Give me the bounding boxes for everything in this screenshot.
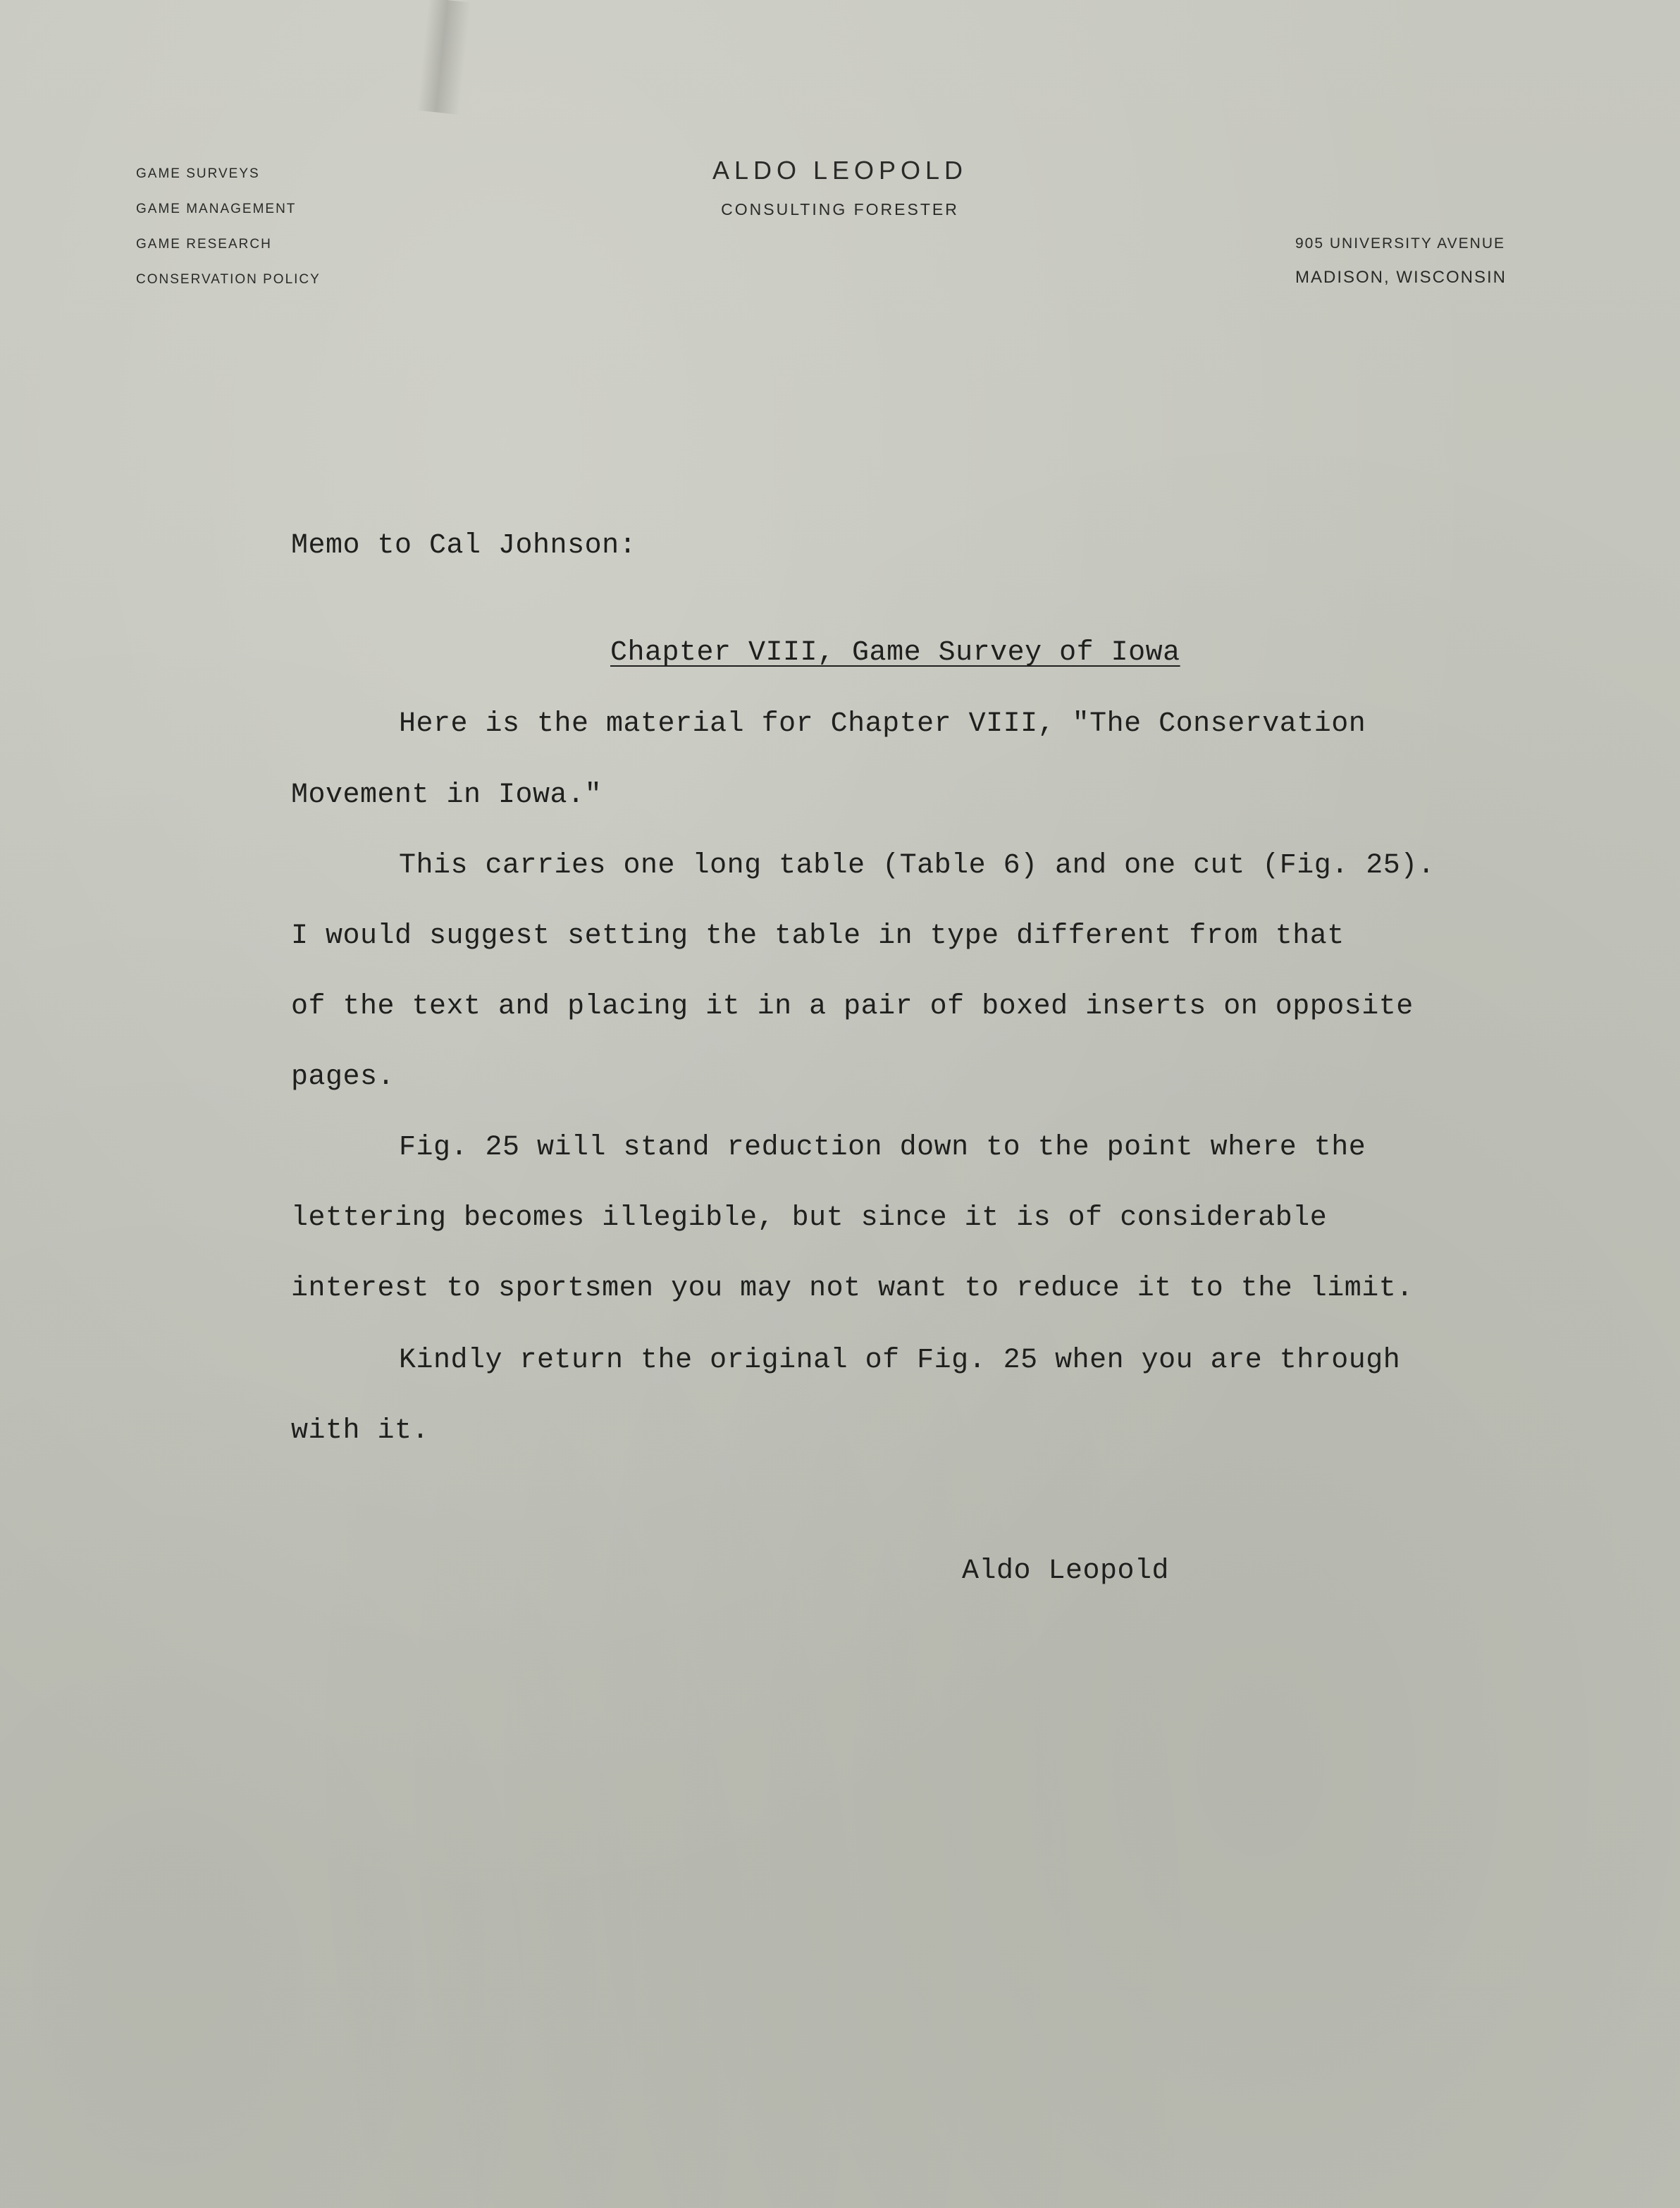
memo-heading: Chapter VIII, Game Survey of Iowa bbox=[610, 637, 1180, 669]
memo-line: I would suggest setting the table in type different from that bbox=[291, 920, 1345, 952]
memo-line: with it. bbox=[291, 1415, 430, 1447]
letterhead-address-street: 905 UNIVERSITY AVENUE bbox=[1295, 235, 1505, 252]
letterhead-title: CONSULTING FORESTER bbox=[721, 200, 959, 218]
service-item: GAME RESEARCH bbox=[136, 237, 272, 252]
letterhead-address-city: MADISON, WISCONSIN bbox=[1295, 268, 1507, 287]
paper-smudge bbox=[417, 0, 471, 115]
memo-line: of the text and placing it in a pair of boxed inserts on opposite bbox=[291, 991, 1414, 1023]
service-item: GAME SURVEYS bbox=[136, 166, 260, 181]
memo-signature: Aldo Leopold bbox=[962, 1555, 1170, 1587]
service-item: CONSERVATION POLICY bbox=[136, 272, 321, 287]
memo-line: pages. bbox=[291, 1061, 395, 1093]
memo-line: interest to sportsmen you may not want to reduce it to the limit. bbox=[291, 1273, 1414, 1305]
letterhead-name: ALDO LEOPOLD bbox=[712, 156, 968, 185]
memo-line: Movement in Iowa." bbox=[291, 779, 603, 811]
memo-line: This carries one long table (Table 6) and one cut (Fig. 25). bbox=[399, 850, 1435, 882]
service-item: GAME MANAGEMENT bbox=[136, 202, 297, 216]
memo-salutation: Memo to Cal Johnson: bbox=[291, 530, 637, 562]
memo-line: Here is the material for Chapter VIII, "The Conservation bbox=[399, 708, 1366, 740]
memo-line: lettering becomes illegible, but since it is of considerable bbox=[291, 1202, 1328, 1234]
memo-line: Kindly return the original of Fig. 25 when you are through bbox=[399, 1345, 1401, 1376]
memo-line: Fig. 25 will stand reduction down to the point where the bbox=[399, 1132, 1366, 1164]
